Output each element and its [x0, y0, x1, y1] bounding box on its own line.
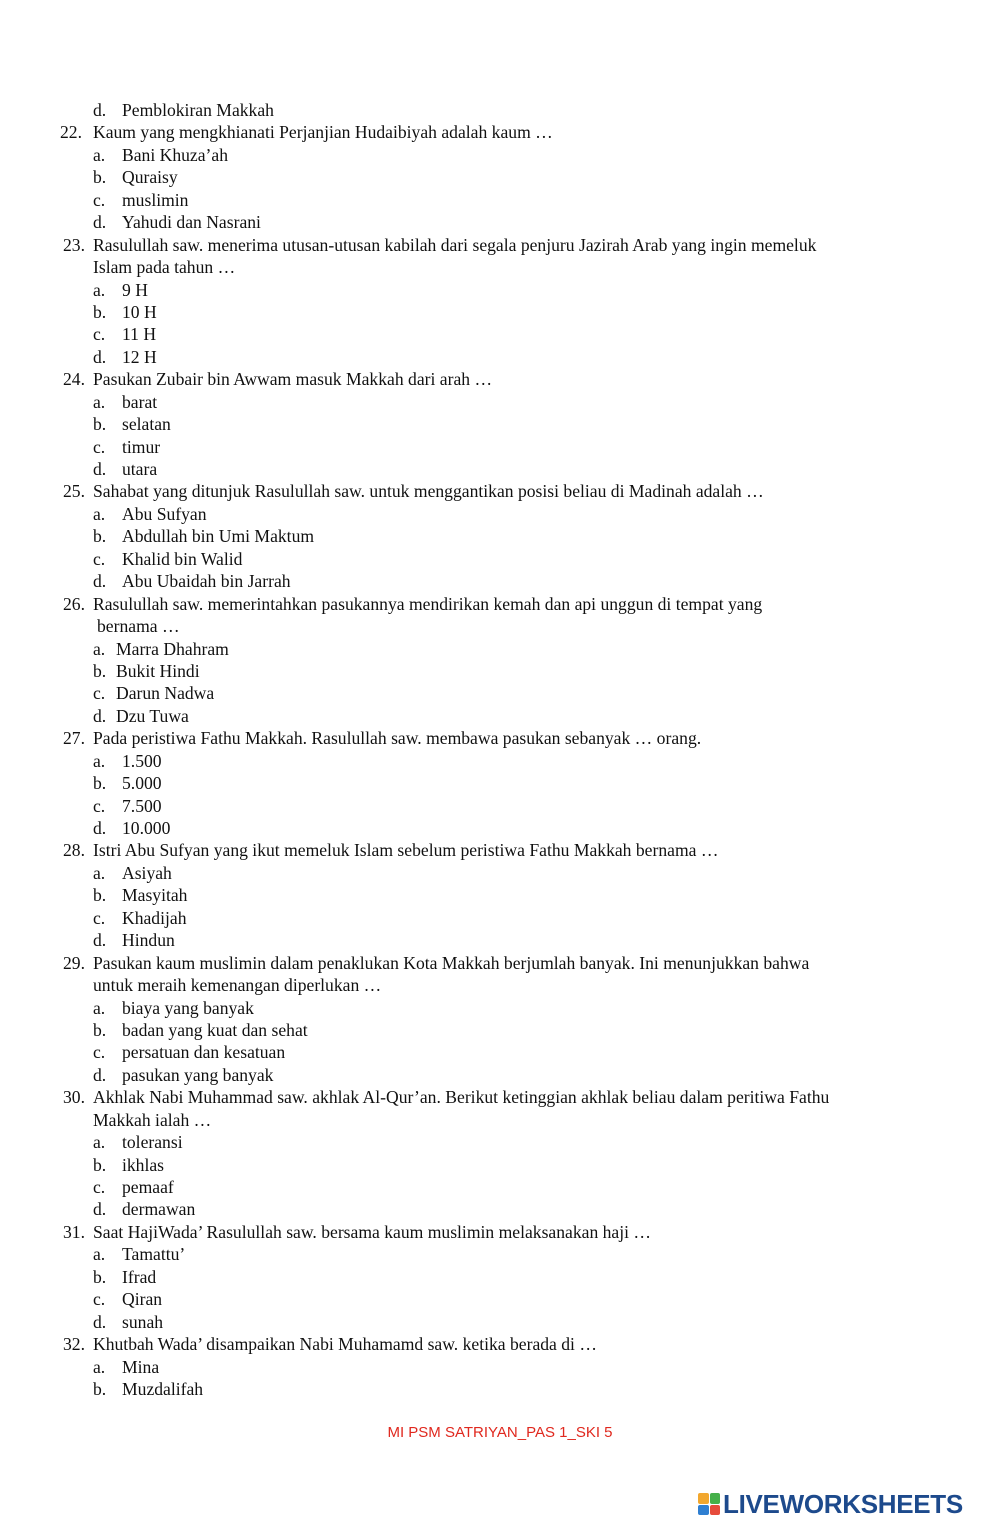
question-32 [0, 1333, 1000, 1355]
answer-option[interactable] [0, 323, 1000, 345]
option-letter: b. [93, 301, 107, 322]
option-letter: d. [93, 705, 107, 726]
answer-option[interactable] [0, 166, 1000, 188]
option-text: utara [122, 459, 158, 479]
answer-option[interactable] [0, 1019, 1000, 1041]
question-number: 26. [63, 593, 85, 614]
answer-option[interactable] [0, 144, 1000, 166]
option-letter: c. [93, 1042, 106, 1063]
option-letter: d. [93, 100, 107, 120]
question-text: Rasulullah saw. memerintahkan pasukannya mendirikan kemah dan api unggun di tempat yang [93, 593, 763, 614]
question-22 [0, 121, 1000, 143]
option-text: Ifrad [122, 1266, 157, 1287]
question-text: Istri Abu Sufyan yang ikut memeluk Islam sebelum peristiwa Fathu Makkah bernama … [93, 840, 719, 861]
question-number: 30. [63, 1087, 85, 1108]
option-text: 9 H [122, 279, 148, 300]
option-letter: a. [93, 503, 106, 524]
option-text: Hindun [122, 930, 175, 951]
option-letter: a. [93, 279, 106, 300]
option-text: sunah [122, 1311, 164, 1332]
answer-option[interactable] [0, 1198, 1000, 1220]
option-text: Yahudi dan Nasrani [122, 212, 261, 233]
question-25 [0, 480, 1000, 502]
question-28 [0, 839, 1000, 861]
answer-option[interactable] [0, 1131, 1000, 1153]
option-text: 1.500 [122, 750, 162, 771]
option-text: Asiyah [122, 862, 172, 883]
answer-option[interactable] [0, 570, 1000, 592]
question-24 [0, 368, 1000, 390]
option-letter: b. [93, 1019, 107, 1040]
answer-option[interactable] [0, 884, 1000, 906]
option-text: 12 H [122, 346, 157, 367]
option-letter: a. [93, 391, 106, 412]
answer-option[interactable] [0, 391, 1000, 413]
option-letter: a. [93, 638, 106, 659]
worksheet-page [0, 99, 1000, 1400]
option-letter: d. [93, 930, 107, 951]
option-text: Abu Sufyan [122, 503, 207, 524]
option-letter: c. [93, 548, 106, 569]
question-text: Kaum yang mengkhianati Perjanjian Hudaibiyah adalah kaum … [93, 122, 553, 143]
question-number: 24. [63, 369, 85, 390]
option-text: Khadijah [122, 907, 187, 928]
answer-option[interactable] [0, 1288, 1000, 1310]
option-text: biaya yang banyak [122, 997, 254, 1018]
question-number: 29. [63, 952, 85, 973]
answer-option[interactable] [0, 997, 1000, 1019]
option-text: toleransi [122, 1132, 183, 1153]
question-text: Pasukan kaum muslimin dalam penaklukan Kota Makkah berjumlah banyak. Ini menunjukkan bahwa [93, 952, 810, 973]
question-30 [0, 1086, 1000, 1108]
question-number: 31. [63, 1221, 85, 1242]
option-text: 7.500 [122, 795, 162, 816]
answer-option[interactable] [0, 817, 1000, 839]
option-letter: d. [93, 571, 107, 592]
option-text: 11 H [122, 324, 157, 345]
option-text: ikhlas [122, 1154, 165, 1175]
answer-option[interactable] [0, 907, 1000, 929]
option-letter: c. [93, 324, 106, 345]
logo-tile [710, 1493, 721, 1504]
answer-option[interactable] [0, 1356, 1000, 1378]
answer-option[interactable] [0, 772, 1000, 794]
answer-option[interactable] [0, 750, 1000, 772]
answer-option[interactable] [0, 705, 1000, 727]
option-text: 10 H [122, 301, 157, 322]
question-31 [0, 1221, 1000, 1243]
option-text: Masyitah [122, 885, 188, 906]
option-text: pemaaf [122, 1177, 174, 1197]
option-text: Dzu Tuwa [116, 705, 189, 726]
option-letter: a. [93, 862, 106, 883]
option-text: Khalid bin Walid [122, 548, 243, 569]
answer-option[interactable] [0, 638, 1000, 660]
question-text: Sahabat yang ditunjuk Rasulullah saw. untuk menggantikan posisi beliau di Madinah adalah … [93, 481, 764, 502]
option-text: Marra Dhahram [116, 638, 229, 659]
option-letter: d. [93, 1064, 107, 1085]
option-letter: b. [93, 1378, 107, 1399]
option-text: badan yang kuat dan sehat [122, 1019, 308, 1040]
option-letter: d. [93, 1199, 107, 1220]
answer-option[interactable] [0, 458, 1000, 480]
option-letter: b. [93, 167, 107, 188]
answer-option[interactable] [0, 1378, 1000, 1400]
option-text: Muzdalifah [122, 1378, 204, 1399]
option-letter: a. [93, 997, 106, 1018]
question-number: 25. [63, 481, 85, 502]
option-text: Quraisy [122, 167, 178, 188]
option-letter: b. [93, 526, 107, 547]
option-letter: c. [93, 683, 106, 704]
option-letter: b. [93, 414, 107, 435]
question-29 [0, 952, 1000, 974]
question-text: Saat HajiWada’ Rasulullah saw. bersama kaum muslimin melaksanakan haji … [93, 1221, 652, 1242]
option-letter: a. [93, 144, 106, 165]
option-text: barat [122, 391, 158, 412]
option-letter: c. [93, 436, 106, 457]
answer-option[interactable] [0, 436, 1000, 458]
question-number: 28. [63, 840, 85, 861]
question-number: 27. [63, 728, 85, 749]
option-letter: d. [93, 459, 107, 479]
option-text: Pemblokiran Makkah [122, 100, 274, 120]
answer-option[interactable] [0, 99, 1000, 121]
option-letter: a. [93, 1132, 106, 1153]
question-text-continued [0, 256, 1000, 278]
question-text: Rasulullah saw. menerima utusan-utusan kabilah dari segala penjuru Jazirah Arab yang ingin memeluk [93, 234, 817, 255]
liveworksheets-brand[interactable] [698, 1489, 963, 1519]
answer-option[interactable] [0, 413, 1000, 435]
answer-option[interactable] [0, 503, 1000, 525]
option-text: selatan [122, 414, 171, 435]
question-text: Islam pada tahun … [93, 257, 236, 278]
option-letter: c. [93, 795, 106, 816]
answer-option[interactable] [0, 795, 1000, 817]
question-23 [0, 234, 1000, 256]
brand-name: LIVEWORKSHEETS [723, 1488, 963, 1519]
option-text: dermawan [122, 1199, 196, 1220]
question-text: bernama … [97, 616, 180, 637]
answer-option[interactable] [0, 346, 1000, 368]
answer-option[interactable] [0, 929, 1000, 951]
option-letter: a. [93, 1356, 106, 1377]
option-letter: d. [93, 212, 107, 233]
logo-tile [698, 1493, 709, 1504]
option-letter: b. [93, 773, 107, 794]
answer-option[interactable] [0, 1176, 1000, 1198]
option-letter: b. [93, 885, 107, 906]
option-letter: c. [93, 1289, 106, 1310]
logo-tile [710, 1505, 721, 1516]
option-text: Abu Ubaidah bin Jarrah [122, 571, 291, 592]
question-number: 22. [60, 122, 82, 143]
answer-option[interactable] [0, 525, 1000, 547]
option-letter: b. [93, 1266, 107, 1287]
option-letter: b. [93, 660, 107, 681]
answer-option[interactable] [0, 548, 1000, 570]
option-text: Abdullah bin Umi Maktum [122, 526, 315, 547]
question-26 [0, 593, 1000, 615]
question-number: 23. [63, 234, 85, 255]
question-text: Khutbah Wada’ disampaikan Nabi Muhamamd saw. ketika berada di … [93, 1334, 597, 1355]
liveworksheets-logo-icon [698, 1493, 720, 1515]
option-letter: a. [93, 1244, 106, 1265]
option-text: Mina [122, 1356, 160, 1377]
option-text: timur [122, 436, 161, 457]
option-text: Qiran [122, 1289, 163, 1310]
question-text-continued [0, 615, 1000, 637]
answer-option[interactable] [0, 1154, 1000, 1176]
option-letter: c. [93, 907, 106, 928]
answer-option[interactable] [0, 1064, 1000, 1086]
question-text: Akhlak Nabi Muhammad saw. akhlak Al-Qur’an. Berikut ketinggian akhlak beliau dalam peritiwa Fathu [93, 1087, 830, 1108]
option-text: Darun Nadwa [116, 683, 215, 704]
option-letter: b. [93, 1154, 107, 1175]
option-text: pasukan yang banyak [122, 1064, 274, 1085]
answer-option[interactable] [0, 660, 1000, 682]
option-text: 5.000 [122, 773, 162, 794]
question-number: 32. [63, 1334, 85, 1355]
question-text-continued [0, 974, 1000, 996]
answer-option[interactable] [0, 189, 1000, 211]
option-letter: c. [93, 189, 106, 210]
answer-option[interactable] [0, 301, 1000, 323]
option-text: muslimin [122, 189, 189, 210]
option-text: Tamattu’ [122, 1244, 186, 1265]
question-27 [0, 727, 1000, 749]
option-text: Bani Khuza’ah [122, 144, 229, 165]
answer-option[interactable] [0, 211, 1000, 233]
page-footer: MI PSM SATRIYAN_PAS 1_SKI 5 [387, 1424, 613, 1441]
question-text: Makkah ialah … [93, 1109, 212, 1130]
option-letter: c. [93, 1177, 106, 1197]
option-text: Bukit Hindi [116, 660, 200, 681]
option-text: 10.000 [122, 818, 171, 838]
option-letter: d. [93, 1311, 107, 1332]
option-letter: a. [93, 750, 106, 771]
option-text: persatuan dan kesatuan [122, 1042, 286, 1063]
answer-option[interactable] [0, 1041, 1000, 1063]
answer-option[interactable] [0, 682, 1000, 704]
answer-option[interactable] [0, 1311, 1000, 1333]
question-text: Pada peristiwa Fathu Makkah. Rasulullah saw. membawa pasukan sebanyak … orang. [93, 728, 702, 749]
question-text: Pasukan Zubair bin Awwam masuk Makkah dari arah … [93, 369, 493, 390]
answer-option[interactable] [0, 1266, 1000, 1288]
answer-option[interactable] [0, 279, 1000, 301]
logo-tile [698, 1505, 709, 1516]
option-letter: d. [93, 818, 107, 838]
option-letter: d. [93, 346, 107, 367]
answer-option[interactable] [0, 1243, 1000, 1265]
answer-option[interactable] [0, 862, 1000, 884]
question-text: untuk meraih kemenangan diperlukan … [93, 975, 382, 996]
question-text-continued [0, 1109, 1000, 1131]
